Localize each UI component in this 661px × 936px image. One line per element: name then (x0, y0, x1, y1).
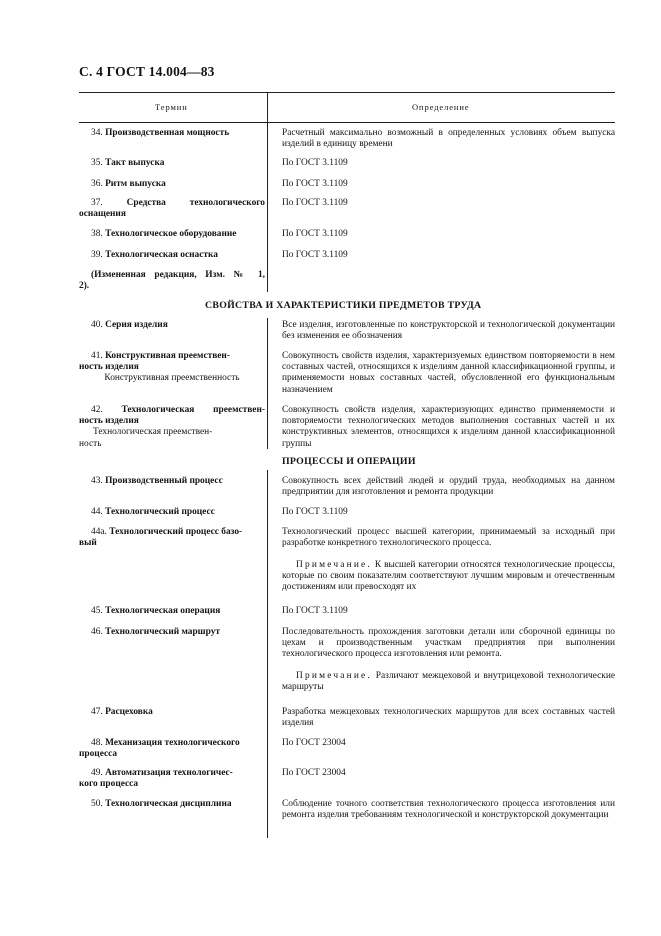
column-divider (267, 470, 268, 838)
note: Примечание. К высшей категории относятся технологические процессы, которые по своим показателям соответствуют лучшим мировым и отечественным достижениям или превосходят их (282, 560, 616, 593)
term-synonym: Технологическая преемствен- (93, 427, 213, 438)
note: Примечание. Различают межцеховой и внутрицеховой технологические маршруты (282, 671, 615, 693)
section-title: ПРОЦЕССЫ И ОПЕРАЦИИ (282, 456, 416, 467)
section-title: СВОЙСТВА И ХАРАКТЕРИСТИКИ ПРЕДМЕТОВ ТРУДА (205, 300, 482, 311)
term-synonym: Конструктивная преемственность (104, 373, 240, 384)
page-header: С. 4 ГОСТ 14.004—83 (79, 64, 215, 79)
column-header-term: Термин (155, 102, 188, 112)
table-header-rule (79, 122, 615, 123)
table-top-rule (79, 92, 615, 93)
column-divider (267, 92, 268, 292)
term-synonym: ность (79, 438, 102, 449)
column-divider (267, 318, 268, 449)
column-header-definition: Определение (412, 102, 470, 112)
